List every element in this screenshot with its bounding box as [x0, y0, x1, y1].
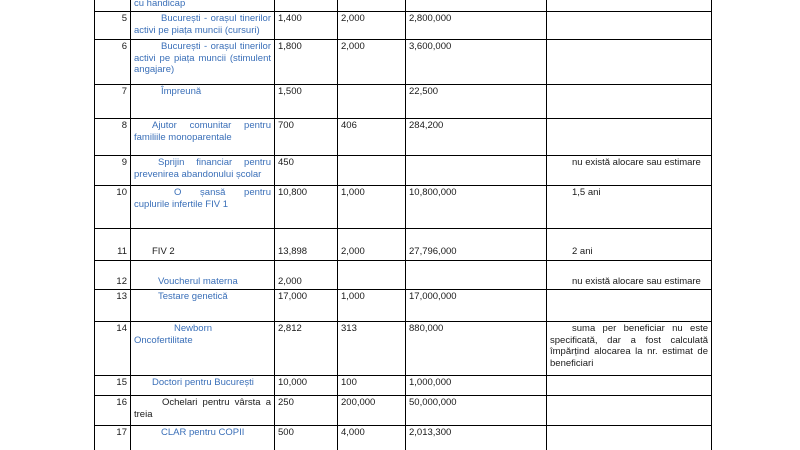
note-cell: [547, 12, 712, 40]
programs-table: [94, 0, 712, 450]
program-name: Newborn Oncofertilitate: [131, 322, 275, 376]
row-number: [95, 0, 131, 12]
row-number: 16: [95, 396, 131, 426]
program-name: Doctori pentru București: [131, 376, 275, 396]
note-cell: [547, 85, 712, 119]
row-number: 9: [95, 156, 131, 186]
beneficiaries-count: 13,898: [275, 229, 338, 261]
amount-per-beneficiary: 1,000: [338, 290, 406, 322]
program-name: CLAR pentru COPII: [131, 426, 275, 450]
total-allocation: 27,796,000: [406, 229, 547, 261]
total-allocation: 2,800,000: [406, 12, 547, 40]
table-row: [95, 85, 712, 119]
table-row: [95, 12, 712, 40]
table-row: [95, 426, 712, 450]
total-allocation: 3,600,000: [406, 40, 547, 85]
table-row: [95, 119, 712, 156]
note-cell: [547, 119, 712, 156]
table-row: [95, 0, 712, 12]
row-number: 8: [95, 119, 131, 156]
table-row: [95, 186, 712, 229]
amount-per-beneficiary: 1,000: [338, 186, 406, 229]
row-number: 12: [95, 261, 131, 290]
beneficiaries-count: 17,000: [275, 290, 338, 322]
table-row: [95, 40, 712, 85]
beneficiaries-count: 250: [275, 396, 338, 426]
table-row: [95, 290, 712, 322]
row-number: 10: [95, 186, 131, 229]
total-allocation: 17,000,000: [406, 290, 547, 322]
program-name: București - orașul tinerilor activi pe piața muncii (cursuri): [131, 12, 275, 40]
total-allocation: 2,013,300: [406, 426, 547, 450]
total-allocation: 10,800,000: [406, 186, 547, 229]
amount-per-beneficiary: [338, 156, 406, 186]
note-cell: [547, 40, 712, 85]
note-cell: nu există alocare sau estimare: [547, 156, 712, 186]
beneficiaries-count: 700: [275, 119, 338, 156]
total-allocation: [406, 261, 547, 290]
program-name: Sprijin financiar pentru prevenirea abandonului școlar: [131, 156, 275, 186]
row-number: 15: [95, 376, 131, 396]
amount-per-beneficiary: 2,000: [338, 40, 406, 85]
program-name: O șansă pentru cuplurile infertile FIV 1: [131, 186, 275, 229]
table-row: [95, 376, 712, 396]
total-allocation: 880,000: [406, 322, 547, 376]
program-name: București - orașul tinerilor activi pe piața muncii (stimulent angajare): [131, 40, 275, 85]
program-name: FIV 2: [131, 229, 275, 261]
note-cell: [547, 290, 712, 322]
program-name: Împreună: [131, 85, 275, 119]
table-row: [95, 261, 712, 290]
amount-per-beneficiary: 2,000: [338, 12, 406, 40]
amount-per-beneficiary: 313: [338, 322, 406, 376]
row-number: 11: [95, 229, 131, 261]
row-number: 14: [95, 322, 131, 376]
total-allocation: [406, 156, 547, 186]
row-number: 6: [95, 40, 131, 85]
row-number: 17: [95, 426, 131, 450]
table-row: [95, 322, 712, 376]
program-name: Voucherul materna: [131, 261, 275, 290]
table-row: [95, 396, 712, 426]
row-number: 7: [95, 85, 131, 119]
beneficiaries-count: 1,400: [275, 12, 338, 40]
total-allocation: 284,200: [406, 119, 547, 156]
amount-per-beneficiary: 2,000: [338, 229, 406, 261]
row-number: 5: [95, 12, 131, 40]
beneficiaries-count: 2,000: [275, 261, 338, 290]
amount-per-beneficiary: [338, 85, 406, 119]
amount-per-beneficiary: 100: [338, 376, 406, 396]
beneficiaries-count: 1,500: [275, 85, 338, 119]
table-row: [95, 156, 712, 186]
note-cell: nu există alocare sau estimare: [547, 261, 712, 290]
table-row: [95, 229, 712, 261]
beneficiaries-count: 1,800: [275, 40, 338, 85]
program-name: Testare genetică: [131, 290, 275, 322]
amount-per-beneficiary: 4,000: [338, 426, 406, 450]
note-cell: 2 ani: [547, 229, 712, 261]
beneficiaries-count: 500: [275, 426, 338, 450]
beneficiaries-count: 450: [275, 156, 338, 186]
beneficiaries-count: 10,000: [275, 376, 338, 396]
beneficiaries-count: 2,812: [275, 322, 338, 376]
program-name: Ochelari pentru vârsta a treia: [131, 396, 275, 426]
total-allocation: 1,000,000: [406, 376, 547, 396]
amount-per-beneficiary: 406: [338, 119, 406, 156]
program-name: Ajutor comunitar pentru familiile monoparentale: [131, 119, 275, 156]
note-cell: [547, 376, 712, 396]
program-name: cu handicap: [131, 0, 275, 12]
row-number: 13: [95, 290, 131, 322]
beneficiaries-count: 10,800: [275, 186, 338, 229]
note-cell: suma per beneficiar nu este specificată, dar a fost calculată împărțind alocarea la nr. estimat de beneficiari: [547, 322, 712, 376]
note-cell: [547, 396, 712, 426]
amount-per-beneficiary: 200,000: [338, 396, 406, 426]
amount-per-beneficiary: [338, 261, 406, 290]
note-cell: 1,5 ani: [547, 186, 712, 229]
total-allocation: 50,000,000: [406, 396, 547, 426]
total-allocation: 22,500: [406, 85, 547, 119]
note-cell: [547, 426, 712, 450]
